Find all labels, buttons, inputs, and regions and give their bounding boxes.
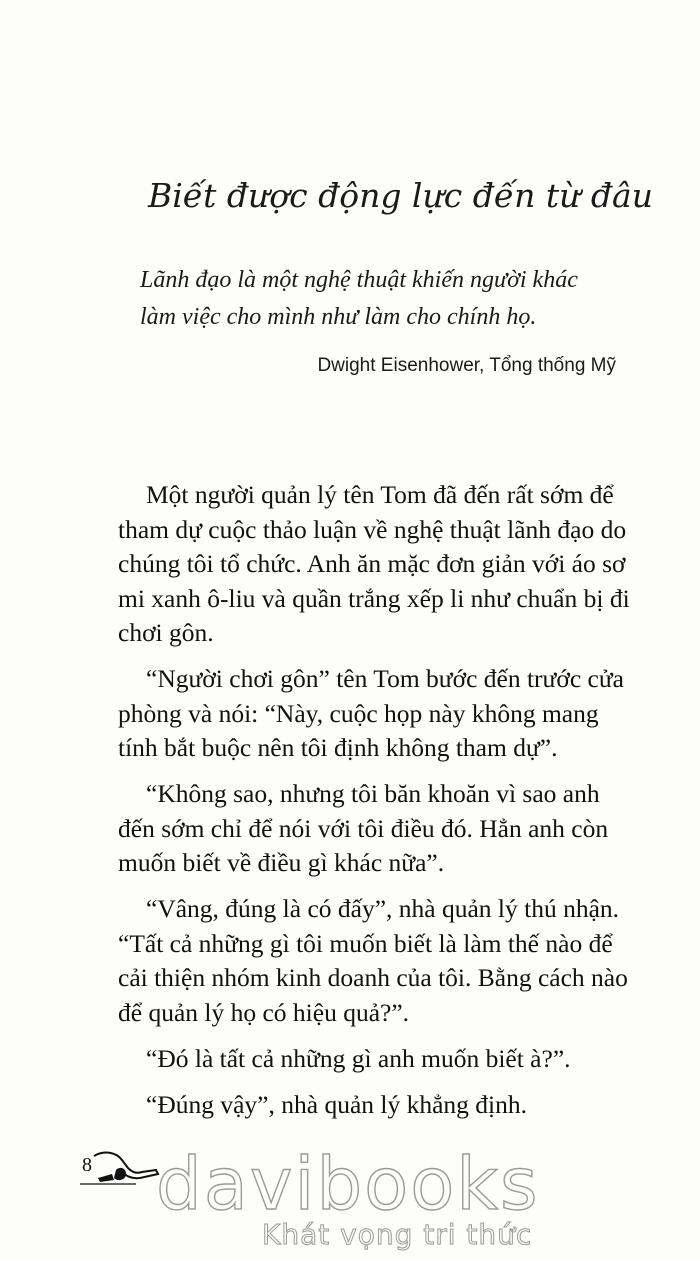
text-line: chơi gôn. [118, 618, 214, 647]
text-line: “Đó là tất cả những gì anh muốn biết à?”. [146, 1043, 571, 1073]
paragraph [118, 662, 690, 766]
paragraph [118, 1042, 690, 1077]
watermark-brand: davibooks [156, 1142, 540, 1226]
chapter-title: Biết được động lực đến từ đâu [148, 176, 653, 215]
text-line: “Người chơi gôn” tên Tom bước đến trước cửa [146, 664, 625, 693]
text-line: “Đúng vậy”, nhà quản lý khẳng định. [146, 1089, 527, 1119]
text-line: tham dự cuộc thảo luận về nghệ thuật lãnh đạo do [118, 514, 627, 544]
text-line: chúng tôi tổ chức. Anh ăn mặc đơn giản với áo sơ [118, 549, 626, 578]
text-line: cải thiện nhóm kinh doanh của tôi. Bằng cách nào [118, 963, 628, 992]
paragraph [118, 777, 690, 881]
paragraph [118, 1088, 690, 1123]
text-line: tính bắt buộc nên tôi định không tham dự”. [118, 733, 558, 762]
body-text [118, 478, 690, 1134]
epigraph-line: Lãnh đạo là một nghệ thuật khiến người khác [140, 267, 578, 293]
page-number: 8 [82, 1154, 92, 1176]
text-line: phòng và nói: “Này, cuộc họp này không mang [118, 698, 599, 728]
text-line: mi xanh ô-liu và quần trắng xếp li như chuẩn bị đi [118, 583, 630, 613]
epigraph-line: làm việc cho mình như làm cho chính họ. [140, 304, 537, 330]
text-line: “Tất cả những gì tôi muốn biết là làm thế nào để [118, 928, 613, 958]
paragraph [118, 892, 690, 1030]
text-line: muốn biết về điều gì khác nữa”. [118, 848, 445, 877]
text-line: “Vâng, đúng là có đấy”, nhà quản lý thú nhận. [146, 894, 620, 923]
epigraph-attribution: Dwight Eisenhower, Tổng thống Mỹ [317, 355, 616, 376]
text-line: Một người quản lý tên Tom đã đến rất sớm để [146, 480, 614, 509]
text-line: “Không sao, nhưng tôi băn khoăn vì sao anh [146, 779, 600, 808]
text-line: đến sớm chỉ để nói với tôi điều đó. Hẳn anh còn [118, 813, 609, 843]
watermark-tagline: Khát vọng tri thức [262, 1218, 533, 1251]
text-line: để quản lý họ có hiệu quả?”. [118, 997, 410, 1027]
epigraph-quote [140, 262, 640, 336]
paragraph [118, 478, 690, 651]
